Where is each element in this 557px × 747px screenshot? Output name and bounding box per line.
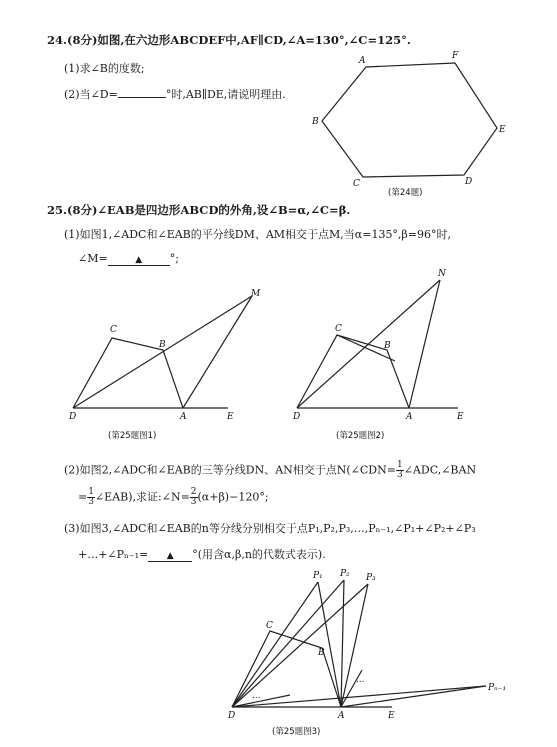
fig3-ellipsis-d: … — [252, 691, 261, 701]
fig3-label-e: E — [388, 711, 395, 721]
fig1-caption: (第25题图1) — [108, 431, 157, 441]
q24-part2-post: °时,AB∥DE,请说明理由. — [165, 88, 286, 101]
fig2-label-n: N — [438, 269, 446, 279]
q24-part1: (1)求∠B的度数; — [64, 62, 145, 75]
q25-part1-answer-pre: ∠M= — [78, 252, 108, 265]
fig2-caption: (第25题图2) — [336, 431, 385, 441]
fig3-label-d: D — [228, 711, 236, 721]
q25-part3-c: °(用含α,β,n的代数式表示). — [192, 548, 326, 561]
fig1-label-a: A — [180, 412, 187, 422]
q25-stem: 25.(8分)∠EAB是四边形ABCD的外角,设∠B=α,∠C=β. — [47, 203, 351, 217]
fig3-label-pn-1: Pₙ₋₁ — [488, 683, 507, 693]
frac-num: 1 — [88, 487, 94, 497]
fig1-label-c: C — [110, 325, 117, 335]
hex-label-a: A — [359, 56, 366, 66]
q25-part1: (1)如图1,∠ADC和∠EAB的平分线DM、AM相交于点M,当α=135°,β=96°时, — [64, 228, 452, 241]
hex-label-b: B — [312, 117, 319, 127]
fig3-label-p3: P₃ — [366, 573, 376, 583]
q24-stem: 24.(8分)如图,在六边形ABCDEF中,AF∥CD,∠A=130°,∠C=125°. — [47, 33, 411, 47]
fig1-label-m: M — [251, 289, 261, 299]
fig3-label-p1: P₁ — [313, 571, 323, 581]
fig2-label-b: B — [384, 341, 391, 351]
fig2-label-d: D — [293, 412, 301, 422]
hex-label-e: E — [499, 125, 506, 135]
frac-den: 3 — [396, 470, 403, 480]
q25-part3-line1: (3)如图3,∠ADC和∠EAB的n等分线分别相交于点P₁,P₂,P₃,…,Pₙ₋₁,∠P₁+∠P₂+∠P₃ — [64, 522, 476, 535]
fig3-label-a: A — [338, 711, 345, 721]
frac-num: 2 — [190, 487, 197, 497]
fig1-label-b: B — [159, 340, 166, 350]
frac-den: 3 — [190, 497, 197, 507]
answer-marker-icon: ▲ — [166, 551, 174, 561]
fig3-ellipsis-a: … — [356, 675, 365, 685]
q25-part3-b: +…+∠Pₙ₋₁= — [78, 548, 149, 561]
q25-part2-a: (2)如图2,∠ADC和∠EAB的三等分线DN、AN相交于点N(∠CDN= — [64, 463, 396, 477]
q25-part2-b: ∠ADC,∠BAN — [403, 463, 477, 477]
fig2-label-a: A — [406, 412, 413, 422]
fig3-label-c: C — [266, 621, 273, 631]
fig1-label-d: D — [69, 412, 77, 422]
q24-figure-caption: (第24题) — [388, 188, 423, 198]
answer-marker-icon: ▲ — [135, 255, 143, 265]
fig2-label-c: C — [335, 324, 342, 334]
q25-part1-answer-post: °; — [169, 252, 179, 265]
fig3-label-p2: P₂ — [340, 569, 350, 579]
hex-label-f: F — [452, 51, 459, 61]
fig2-label-e: E — [457, 412, 464, 422]
fig3-caption: (第25题图3) — [272, 727, 321, 737]
q24-part2-pre: (2)当∠D= — [64, 88, 118, 101]
q25-part2-d: ∠EAB),求证:∠N= — [94, 490, 190, 504]
frac-num: 1 — [396, 460, 403, 470]
q25-part2-e: (α+β)−120°; — [197, 490, 269, 504]
fig1-label-e: E — [227, 412, 234, 422]
fig3-label-b: B — [318, 648, 325, 658]
hex-label-d: D — [465, 177, 473, 187]
frac-den: 3 — [88, 497, 94, 507]
q25-part2-c: = — [78, 490, 88, 504]
hex-label-c: C — [353, 179, 360, 189]
